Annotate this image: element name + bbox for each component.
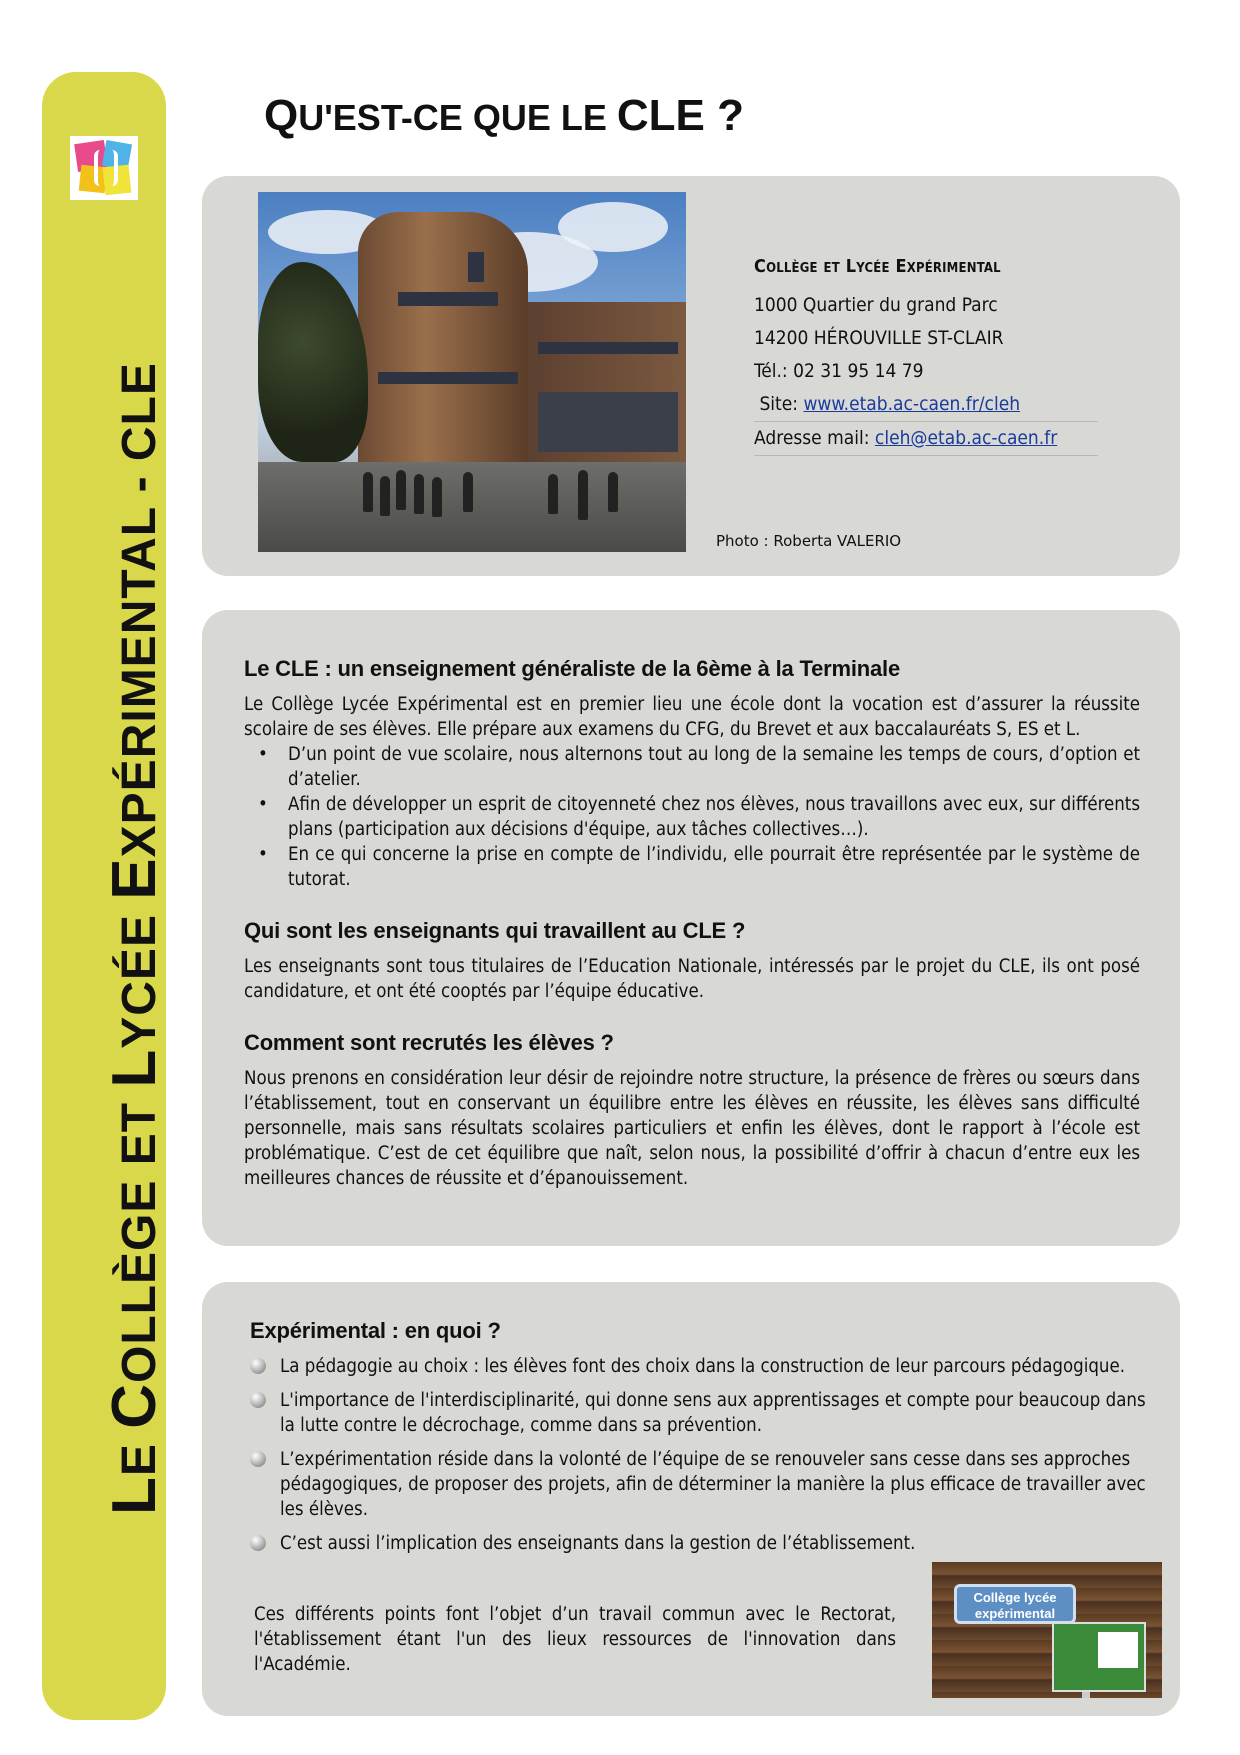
list-item: • D’un point de vue scolaire, nous alternons tout au long de la semaine les temps de cours, d’option et d’atelier.: [288, 742, 1140, 792]
building-photo: [258, 192, 686, 552]
list-item: L’expérimentation réside dans la volonté de l’équipe de se renouveler sans cesse dans ses approches pédagogiques, de proposer des projets, afin de déterminer la manière la plus efficace de travailler avec les élèves.: [280, 1447, 1150, 1522]
phone-number: Tél.: 02 31 95 14 79: [754, 360, 924, 382]
contact-panel: [202, 176, 1180, 576]
mail-row: Adresse mail: cleh@etab.ac-caen.fr: [754, 422, 1098, 456]
experimental-panel: [202, 1282, 1180, 1716]
list-item: La pédagogie au choix : les élèves font des choix dans la construction de leur parcours pédagogique.: [280, 1354, 1150, 1379]
section-text: Nous prenons en considération leur désir de rejoindre notre structure, la présence de frères ou sœurs dans l’établissement, tout en conservant un équilibre entre les élèves en réussite, les élèves sans difficulté personnelle, mais sans résultats scolaires particuliers et enfin les élèves, dont le rapport à l’école est problématique. C’est de cet équilibre que naît, selon nous, la possibilité d’offrir à chacun d’entre eux les meilleures chances de réussite et d’épanouissement.: [244, 1068, 1140, 1189]
section-general: [244, 656, 1140, 892]
contact-info: [754, 256, 1098, 456]
address-line-2: 14200 HÉROUVILLE ST-CLAIR: [754, 327, 1004, 349]
sign-label: Collège lycée expérimental: [954, 1584, 1076, 1624]
bullet-list: [250, 1354, 1150, 1556]
mail-link[interactable]: cleh@etab.ac-caen.fr: [874, 427, 1058, 449]
list-item: L'importance de l'interdisciplinarité, qui donne sens aux apprentissages et compte pour beaucoup dans la lutte contre le décrochage, comme dans sa prévention.: [280, 1388, 1150, 1438]
bullet-ball-icon: [250, 1451, 266, 1467]
list-item: C’est aussi l’implication des enseignants dans la gestion de l’établissement.: [280, 1531, 1150, 1556]
section-teachers: [244, 918, 1140, 1004]
school-name: Collège et Lycée Expérimental: [754, 256, 1001, 277]
school-sign-photo: [932, 1562, 1162, 1698]
section-heading: Comment sont recrutés les élèves ?: [244, 1030, 614, 1055]
bullet-ball-icon: [250, 1358, 266, 1374]
bullet-ball-icon: [250, 1535, 266, 1551]
list-item: • En ce qui concerne la prise en compte de l’individu, elle pourrait être représentée par le système de tutorat.: [288, 842, 1140, 892]
site-row: Site: www.etab.ac-caen.fr/cleh: [754, 388, 1098, 422]
description-panel: [202, 610, 1180, 1246]
school-logo: [70, 136, 138, 200]
address-line-1: 1000 Quartier du grand Parc: [754, 294, 998, 316]
section-heading: Qui sont les enseignants qui travaillent au CLE ?: [244, 918, 746, 943]
sidebar-title: LE COLLÈGE ET LYCÉE EXPÉRIMENTAL - CLE: [100, 362, 169, 1515]
site-link[interactable]: www.etab.ac-caen.fr/cleh: [803, 393, 1021, 415]
closing-text: Ces différents points font l’objet d’un travail commun avec le Rectorat, l'établissement étant l'un des lieux ressources de l'innovation dans l'Académie.: [254, 1604, 896, 1675]
page-title: QU'EST-CE QUE LE CLE ?: [264, 91, 744, 140]
section-heading: Le CLE : un enseignement généraliste de la 6ème à la Terminale: [244, 656, 900, 681]
section-text: Le Collège Lycée Expérimental est en premier lieu une école dont la vocation est d’assurer la réussite scolaire de ses élèves. Elle prépare aux examens du CFG, du Brevet et aux baccalauréats S, ES et L.: [244, 694, 1140, 740]
list-item: • Afin de développer un esprit de citoyenneté chez nos élèves, nous travaillons avec eux, sur différents plans (participation aux décisions d'équipe, aux tâches collectives…).: [288, 792, 1140, 842]
section-recruitment: [244, 1030, 1140, 1191]
section-text: Les enseignants sont tous titulaires de l’Education Nationale, intéressés par le projet du CLE, ils ont posé candidature, et ont été cooptés par l’équipe éducative.: [244, 956, 1140, 1002]
section-heading: Expérimental : en quoi ?: [250, 1318, 501, 1343]
photo-credit: Photo : Roberta VALERIO: [716, 532, 902, 550]
bullet-ball-icon: [250, 1392, 266, 1408]
bullet-list: [244, 742, 1140, 892]
